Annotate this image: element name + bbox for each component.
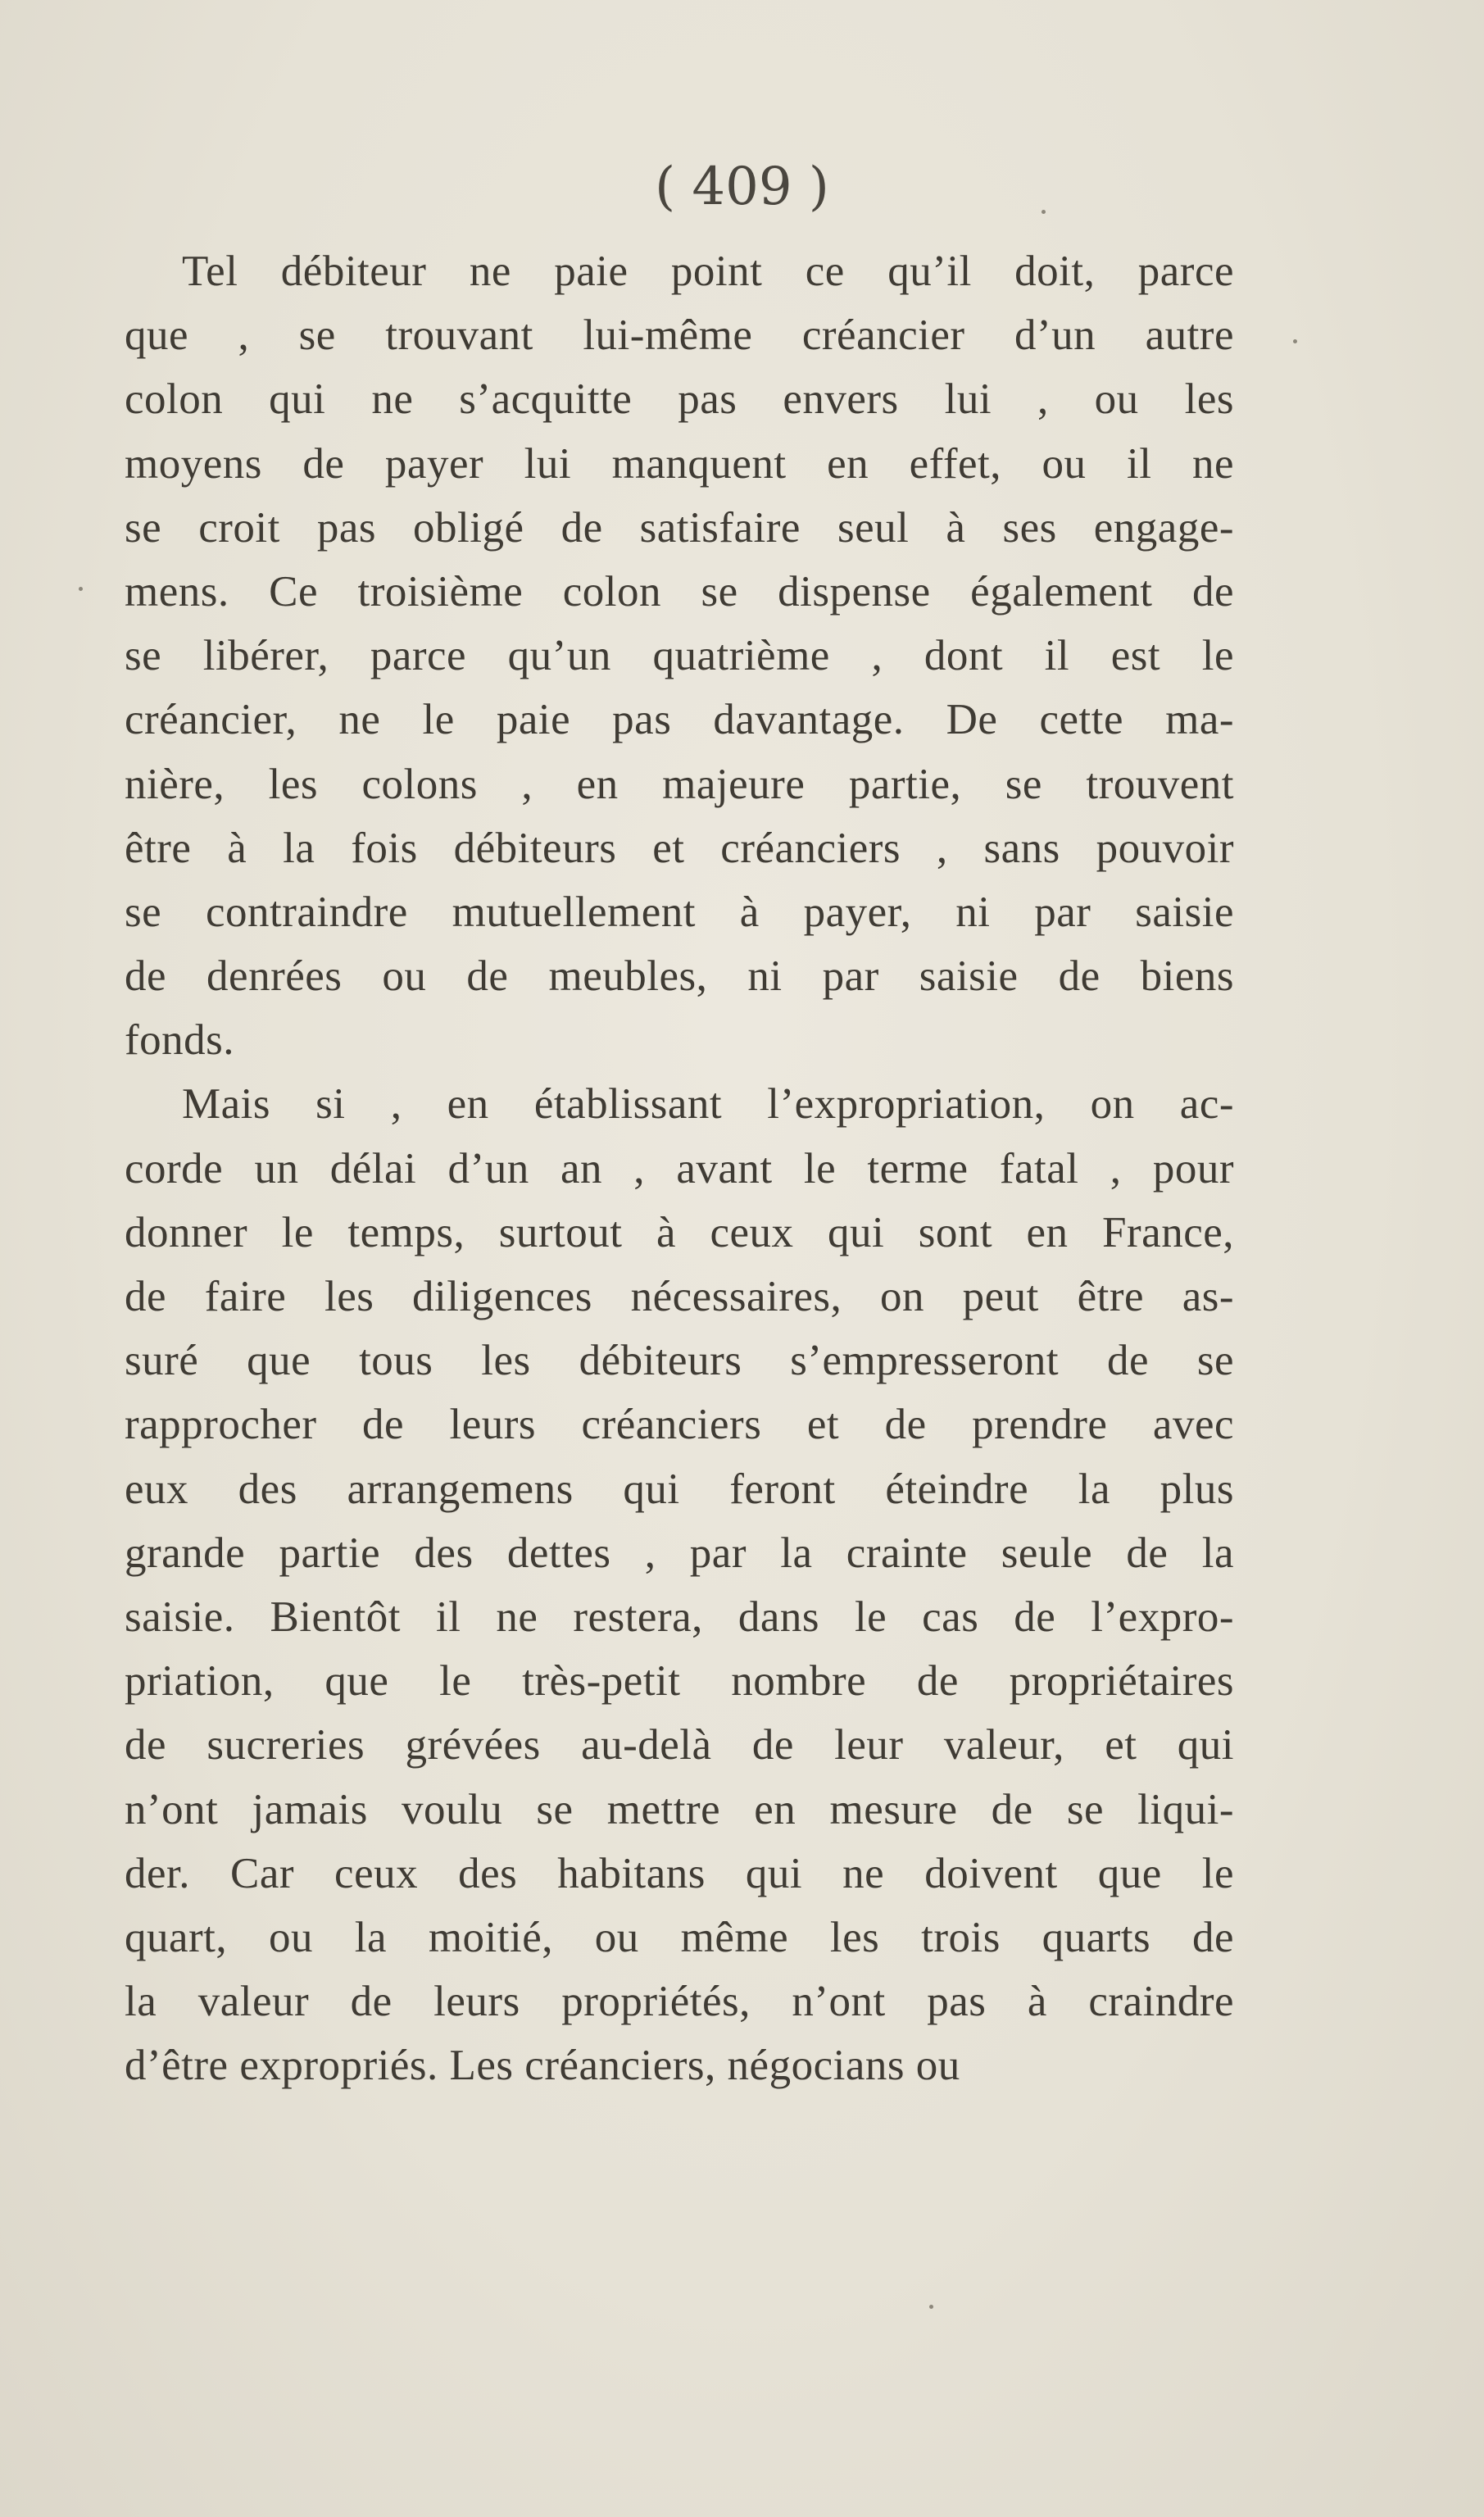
text-line: de sucreries grévées au-delà de leur valeur, et qui [125,1721,1234,1770]
text-line: de faire les diligences nécessaires, on peut être as- [125,1273,1234,1320]
text-line: se libérer, parce qu’un quatrième , dont il est le [125,632,1234,680]
text-line: se contraindre mutuellement à payer, ni par saisie [125,888,1234,936]
text-line: grande partie des dettes , par la crainte seule de la [125,1529,1234,1577]
text-line: que , se trouvant lui-même créancier d’un autre [125,311,1234,360]
paper-speck [929,2305,933,2309]
text-line: mens. Ce troisième colon se dispense également de [125,567,1234,616]
text-line: d’être expropriés. Les créanciers, négocians ou [125,2042,960,2090]
text-line: saisie. Bientôt il ne restera, dans le cas de l’expro- [125,1592,1234,1641]
text-line: donner le temps, surtout à ceux qui sont en France, [125,1208,1234,1256]
text-line: nière, les colons , en majeure partie, se trouvent [125,760,1234,808]
paper-speck [1042,210,1046,214]
paper-speck [79,587,83,591]
paper-speck [1293,339,1297,343]
text-line: n’ont jamais voulu se mettre en mesure de se liqui- [125,1785,1234,1833]
text-line: quart, ou la moitié, ou même les trois quarts de [125,1913,1234,1961]
text-line: de denrées ou de meubles, ni par saisie de biens [125,952,1234,1001]
text-line: colon qui ne s’acquitte pas envers lui , ou les [125,375,1234,424]
page-number: ( 409 ) [655,157,829,217]
text-line: fonds. [125,1016,235,1065]
text-line: der. Car ceux des habitans qui ne doivent que le [125,1849,1234,1897]
text-line: moyens de payer lui manquent en effet, ou il ne [125,439,1234,488]
text-line: corde un délai d’un an , avant le terme fatal , pour [125,1144,1234,1193]
text-line: suré que tous les débiteurs s’empresseront de se [125,1337,1234,1385]
text-line: Mais si , en établissant l’expropriation, on ac- [182,1080,1234,1129]
text-line: la valeur de leurs propriétés, n’ont pas à craindre [125,1978,1234,2026]
text-line: priation, que le très-petit nombre de propriétaires [125,1657,1234,1706]
body-text [125,239,1234,2097]
text-line: être à la fois débiteurs et créanciers , sans pouvoir [125,824,1234,872]
text-line: Tel débiteur ne paie point ce qu’il doit, parce [182,248,1234,295]
text-line: se croit pas obligé de satisfaire seul à ses engage- [125,503,1234,552]
text-line: créancier, ne le paie pas davantage. De cette ma- [125,696,1234,744]
text-line: eux des arrangemens qui feront éteindre la plus [125,1465,1234,1513]
text-line: rapprocher de leurs créanciers et de prendre avec [125,1401,1234,1449]
